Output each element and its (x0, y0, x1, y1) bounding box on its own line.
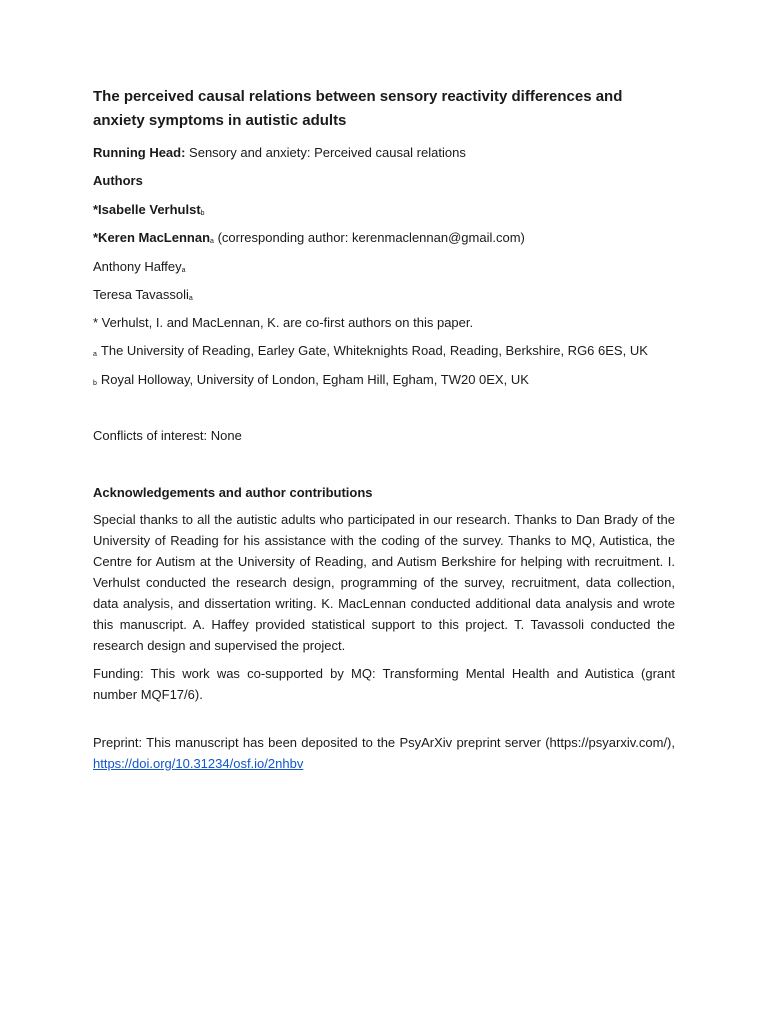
running-head-label: Running Head: (93, 145, 186, 160)
author-name: *Keren MacLennan (93, 230, 211, 245)
affiliation-text: Royal Holloway, University of London, Egham Hill, Egham, TW20 0EX, UK (100, 372, 529, 387)
author-note: (corresponding author: kerenmaclennan@gmail.com) (213, 230, 525, 245)
running-head-value: Sensory and anxiety: Perceived causal relations (185, 145, 466, 160)
affiliation-text: The University of Reading, Earley Gate, Whiteknights Road, Reading, Berkshire, RG6 6ES, UK (100, 343, 648, 358)
conflicts-of-interest: Conflicts of interest: None (93, 428, 242, 443)
funding-paragraph: Funding: This work was co-supported by MQ: Transforming Mental Health and Autistica (grant number MQF17/6). (93, 666, 675, 702)
author-name: *Isabelle Verhulst (93, 202, 201, 217)
author-affil-mark: b (200, 210, 205, 217)
affiliation-b (93, 372, 675, 391)
ack-paragraph: Special thanks to all the autistic adults who participated in our research. Thanks to Dan Brady of the University of Reading for his assistance with the coding of the survey. Thanks to MQ, Autistica, the Centre for Autism at the University of Reading, and Autism Berkshire for helping with recruitment. I. Verhulst conducted the research design, programming of the survey, recruitment, data collection, data analysis, and dissertation writing. K. MacLennan conducted additional data analysis and wrote this manuscript. A. Haffey provided statistical support to this project. T. Tavassoli conducted the research design and supervised the project. (93, 512, 675, 653)
authors-heading: Authors (93, 173, 143, 188)
author-affil-mark: a (188, 295, 193, 302)
preprint-paragraph (93, 732, 675, 774)
affiliation-a (93, 343, 675, 362)
paper-title: The perceived causal relations between sensory reactivity differences and anxiety symptoms in autistic adults (93, 88, 623, 129)
author-4 (93, 287, 675, 306)
affiliation-mark: b (93, 380, 97, 387)
ack-heading: Acknowledgements and author contributions (93, 485, 373, 500)
author-name: Teresa Tavassoli (93, 287, 189, 302)
author-1 (93, 202, 675, 221)
affiliation-mark: a (93, 351, 97, 358)
running-head (93, 145, 675, 161)
author-3 (93, 259, 675, 278)
author-affil-mark: a (210, 238, 214, 245)
author-name: Anthony Haffey (93, 259, 182, 274)
author-affil-mark: a (181, 267, 186, 274)
doi-link[interactable]: https://doi.org/10.31234/osf.io/2nhbv (93, 756, 304, 771)
preprint-text: Preprint: This manuscript has been deposited to the PsyArXiv preprint server (https://psyarxiv.com/), (93, 735, 675, 750)
author-2 (93, 230, 675, 249)
co-first-note: * Verhulst, I. and MacLennan, K. are co-first authors on this paper. (93, 315, 474, 330)
